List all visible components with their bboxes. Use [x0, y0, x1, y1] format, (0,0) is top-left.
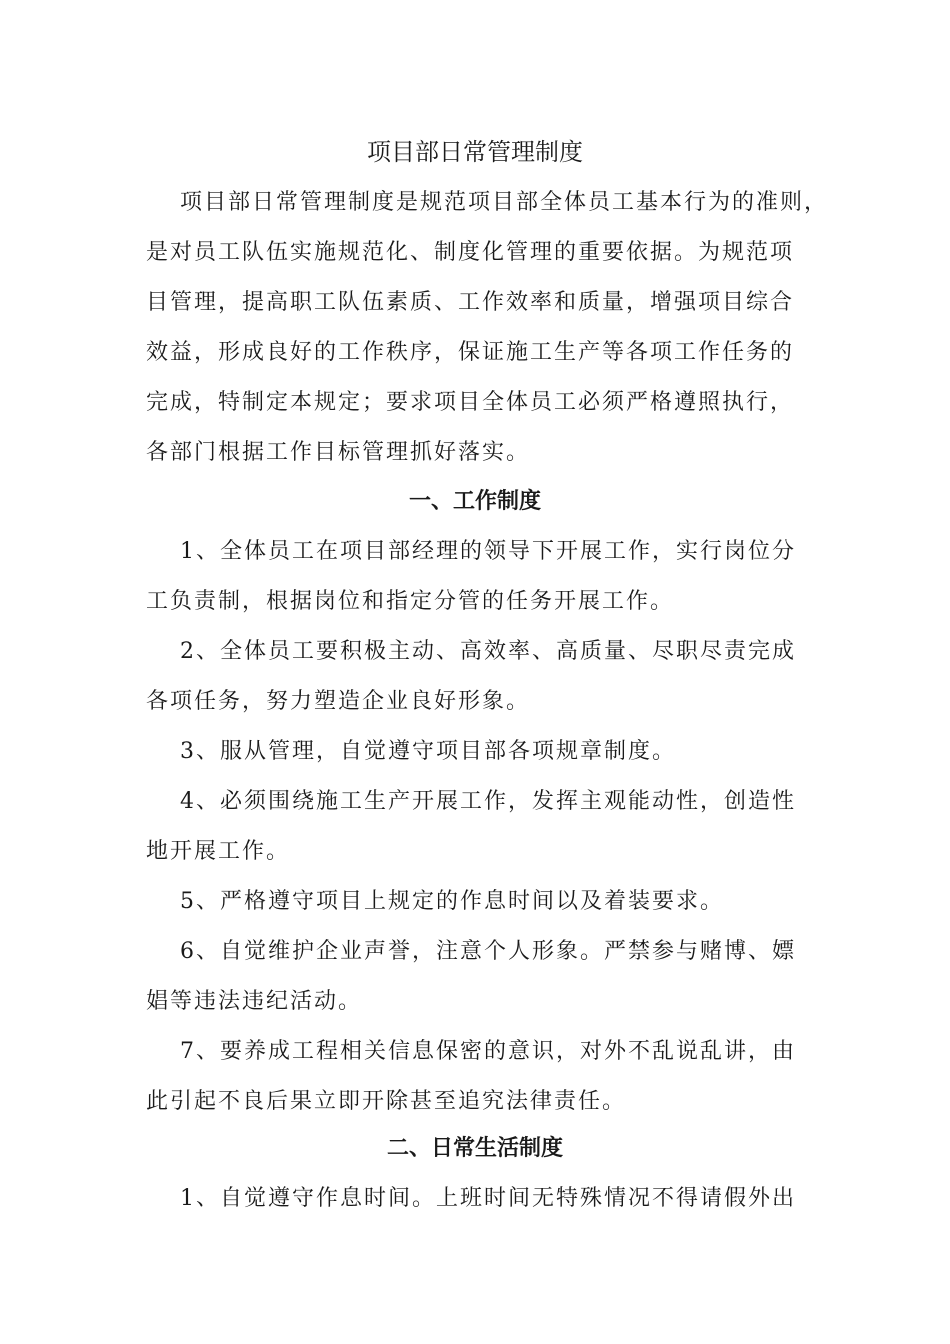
text-line: 各项任务，努力塑造企业良好形象。 [146, 689, 531, 714]
text-line: 工负责制，根据岗位和指定分管的任务开展工作。 [146, 589, 675, 614]
list-item [146, 927, 810, 1027]
text-line: 娼等违法违纪活动。 [146, 989, 363, 1014]
list-item [146, 877, 810, 927]
text-line: 项目部日常管理制度是规范项目部全体员工基本行为的准则， [180, 190, 829, 215]
text-line: 5、严格遵守项目上规定的作息时间以及着装要求。 [180, 889, 724, 914]
document-title: 项目部日常管理制度 [367, 138, 583, 166]
text-line: 目管理，提高职工队伍素质、工作效率和质量，增强项目综合 [146, 290, 795, 315]
text-line: 1、自觉遵守作息时间。上班时间无特殊情况不得请假外出 [180, 1186, 796, 1211]
list-item [146, 527, 810, 627]
text-line: 4、必须围绕施工生产开展工作，发挥主观能动性，创造性 [180, 789, 796, 814]
list-item [146, 627, 810, 727]
text-line: 是对员工队伍实施规范化、制度化管理的重要依据。为规范项 [146, 240, 795, 265]
text-line: 3、服从管理，自觉遵守项目部各项规章制度。 [180, 739, 676, 764]
text-line: 6、自觉维护企业声誉，注意个人形象。严禁参与赌博、嫖 [180, 939, 796, 964]
intro-paragraph [146, 178, 829, 478]
text-line: 地开展工作。 [146, 839, 291, 864]
list-item [146, 1027, 810, 1127]
list-item [146, 777, 810, 877]
section-heading-work: 一、工作制度 [408, 489, 541, 514]
text-line: 2、全体员工要积极主动、高效率、高质量、尽职尽责完成 [180, 639, 796, 664]
section-heading-daily-life: 二、日常生活制度 [386, 1136, 563, 1161]
list-item [146, 1174, 810, 1224]
text-line: 各部门根据工作目标管理抓好落实。 [146, 440, 531, 465]
text-line: 完成，特制定本规定；要求项目全体员工必须严格遵照执行， [146, 390, 795, 415]
text-line: 1、全体员工在项目部经理的领导下开展工作，实行岗位分 [180, 539, 796, 564]
text-line: 效益，形成良好的工作秩序，保证施工生产等各项工作任务的 [146, 340, 795, 365]
text-line: 此引起不良后果立即开除甚至追究法律责任。 [146, 1089, 627, 1114]
text-line: 7、要养成工程相关信息保密的意识，对外不乱说乱讲，由 [180, 1039, 796, 1064]
list-item [146, 727, 810, 777]
